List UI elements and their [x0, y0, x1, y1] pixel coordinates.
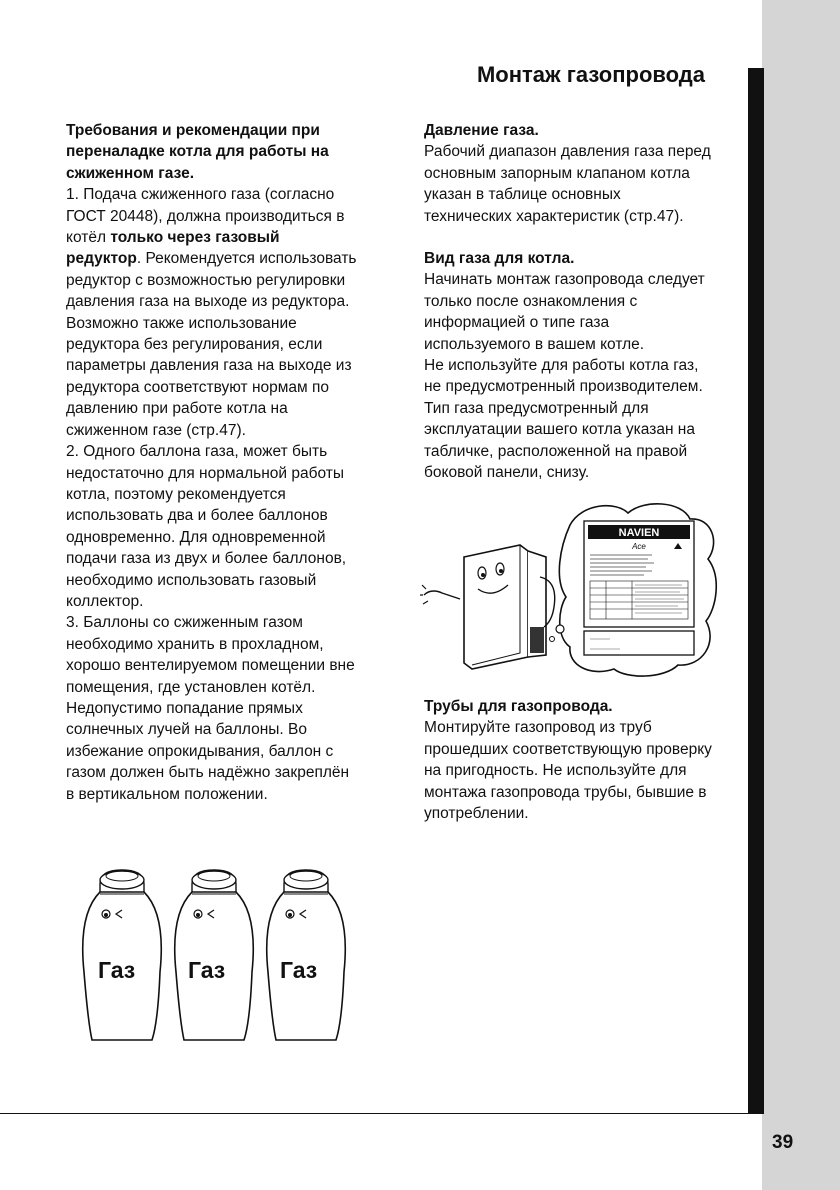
- lpg-item-1-emphasis: только через газовый редуктор: [66, 229, 280, 268]
- gas-bottle-label-1: Газ: [98, 957, 136, 983]
- right-column: [424, 120, 712, 484]
- plate-model: Ace: [632, 542, 646, 551]
- lpg-item-3: 3. Баллоны со сжиженным газом необходимо хранить в прохладном, хорошо вентелируемом помещении вне помещения, где установлен котёл. Недопустимо попадание прямых солнечных лучей на баллоны. Во избежание опрокидывания, баллон с газом должен быть надёжно закреплён в вертикальном положении.: [66, 614, 355, 803]
- gas-type-location: Тип газа предусмотренный для эксплуатации вашего котла указан на табличке, расположенной на правой боковой панели, снизу.: [424, 399, 695, 482]
- lpg-item-1: [66, 184, 358, 441]
- boiler-with-rating-plate-illustration: [420, 497, 720, 679]
- gas-bottle-label-2: Газ: [188, 957, 226, 983]
- plate-brand: NAVIEN: [618, 527, 660, 539]
- gas-pipes-heading: Трубы для газопровода.: [424, 698, 613, 715]
- gas-pressure-text: Рабочий диапазон давления газа перед основным запорным клапаном котла указан в таблице основных технических характеристик (стр.47).: [424, 143, 711, 225]
- gas-bottle-3: [262, 862, 532, 1047]
- gas-pressure-heading: Давление газа.: [424, 122, 539, 139]
- side-margin-band: [762, 0, 840, 1190]
- gas-pipes-text: Монтируйте газопровод из труб прошедших соответствующую проверку на пригодность. Не используйте для монтажа газопровода трубы, бывшие в употреблении.: [424, 719, 712, 823]
- page-number: 39: [772, 1132, 794, 1153]
- gas-type-heading: Вид газа для котла.: [424, 250, 575, 268]
- left-column: [66, 120, 358, 805]
- gas-bottle-label-3: Газ: [280, 957, 318, 983]
- lpg-item-1-rest: . Рекомендуется использовать редуктор с возможностью регулировки давления газа на выходе из редуктора. Возможно также использование редуктора без регулирования, если параметры давления газа на выходе из редуктора соответствуют нормам по давлению при работе котла на сжиженном газе (стр.47).: [66, 250, 357, 439]
- gas-type-text: Начинать монтаж газопровода следует только после ознакомления с информацией о типе газа используемого в вашем котле.: [424, 271, 705, 353]
- footer-rule: [0, 1113, 764, 1114]
- lpg-requirements-heading: Требования и рекомендации при переналадке котла для работы на сжиженном газе.: [66, 122, 329, 182]
- lpg-item-2: 2. Одного баллона газа, может быть недостаточно для нормальной работы котла, поэтому рекомендуется использовать два и более баллонов одновременно. Для одновременной подачи газа из двух и более баллонов, необходимо использовать газовый коллектор.: [66, 443, 347, 610]
- gas-type-warning: Не используйте для работы котла газ, не предусмотренный производителем.: [424, 357, 703, 396]
- lpg-item-1-text: 1. Подача сжиженного газа (согласно ГОСТ 20448), должна производиться в котёл: [66, 186, 345, 247]
- pipes-section: [424, 696, 712, 824]
- chapter-bar: [748, 68, 764, 1114]
- page-title: Монтаж газопровода: [476, 62, 705, 87]
